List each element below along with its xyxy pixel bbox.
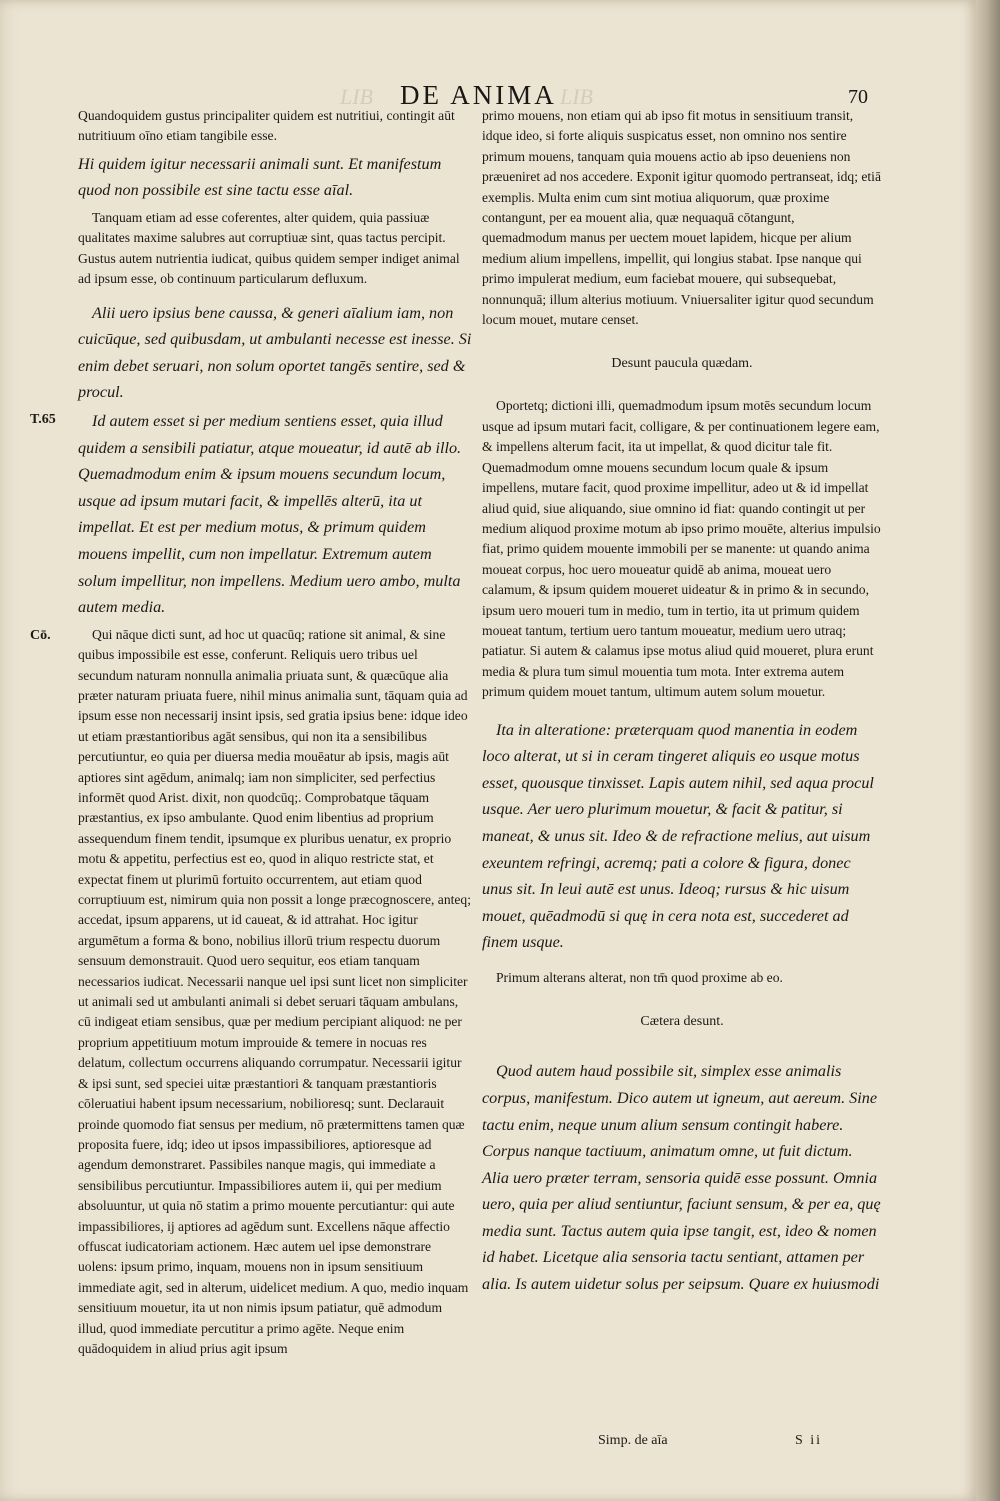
left-paragraph-2: Hi quidem igitur necessarii animali sunt. Et manifestum quod non possibile est sine tactu esse aīal.	[78, 154, 442, 200]
folio-number: 70	[848, 86, 868, 108]
lacuna-heading-2: Cætera desunt.	[640, 1014, 724, 1030]
left-paragraph-3: Tanquam etiam ad esse coferentes, alter quidem, quia passiuæ qualitates maxime salubres aut corruptiuæ sint, quas tactus percipit. Gustus autem nutrientia iudicat, quibus quidem semper indiget animal ad ipsum esse, ob continuum particularum defluxum.	[78, 210, 460, 287]
margin-note-t65: T.65	[30, 412, 56, 427]
signature-mark: S ii	[795, 1433, 823, 1448]
show-through-text: LIB	[560, 84, 593, 109]
left-paragraph-6: Qui nāque dicti sunt, ad hoc ut quacūq; ratione sit animal, & sine quibus impossibile est esse, conferunt. Reliquis uero tribus uel secundum naturam nonnulla animalia priuata sunt, & quæcūque alia præter naturam priuata fuere, nihil minus animalia sunt, tāquam quia ad ipsum esse non necessarij insint ipsis, sed gratia ipsius bene: idque ideo ut etiam præstantioribus agāt sensibus, qui non ita a sensibilibus percutiuntur, eo quia per diuersa media mouēatur ab ipsis, magis aūt aptiores sint agēdum, animalq; iam non simpliciter, sed perfectius informēt quod Arist. dixit, non quodcūq;. Comprobatque tāquam præstantius, ex ipso ambulante. Quod enim libentius ad proprium assequendum finem tendit, ipsumque ex pluribus uenatur, ex proprio motu & appetitu, perfectius est eo, quod in aliquo restricte stat, et expectat finem ut plurimū fortuito occurrentem, aut etiam quod corruptiuum est, nimirum quia non possit a longe præcognoscere, anteq; accedat, ipsum apparens, ut id caueat, & id attrahat. Hoc igitur argumētum a forma & bono, nobilius illorū trium respectu duorum sensuum demonstrauit. Quod uero sequitur, eos etiam tanquam necessarios iudicat. Necessarii nanque uel ipsi sunt licet non simpliciter ut animali sed ut ambulanti animali si debet seruari tāquam ambulans, cū indigeat etiam sensibus, quæ per medium percipiant aliquod: ne per proprium appetitiuum motum improuide & temere in nocuas res delatum, collectum occurrens aliquando corrumpatur. Necessarii igitur & ipsi sunt, sed speciei uitæ præstantiori & tanquam præstantioris cōleruatiui habent ipsum necessarium, nobilioresq; sunt. Declarauit proinde quomodo fiat sensus per medium, nō prætermittens tamen quæ proposita fuere, idq; ideo ut ipsos impassibiliores, aptioresque ad agendum demonstraret. Passibiles nanque magis, qui immediate a sensibilibus percutiuntur. Impassibiliores autem ii, qui per medium absoluuntur, ut quia nō statim a primo mouente percutiantur: qui aute impassibiliores, ij aptiores ad agēdum sunt. Excellens nāque affectio offuscat iudicatoriam actionem. Hæc autem uel ipse demonstrare uolens: ipsum primo, inquam, mouens non in ipsum sensitiuum immediate agit, sed in alterum, uidelicet medium. A quo, medio inquam sensitiuum mouetur, ita ut non nimis ipsum patiatur, quē admodum illud, quod immediate percutitur a primo agēte. Neque enim quādoquidem in aliud prius agit ipsum	[78, 626, 472, 1356]
right-paragraph-4: Primum alterans alterat, non tm̄ quod proxime ab eo.	[496, 969, 783, 985]
right-column	[482, 106, 882, 1298]
show-through-text: LIB	[340, 84, 373, 109]
lacuna-heading-1: Desunt paucula quædam.	[611, 356, 753, 372]
right-paragraph-5: Quod autem haud possibile sit, simplex esse animalis corpus, manifestum. Dico autem ut igneum, aut aereum. Sine tactu enim, neque unum alium sensum contingit habere. Corpus nanque tactiuum, animatum omne, ut fuit dictum. Alia uero præter terram, sensoria quidē esse possunt. Omnia uero, quia per aliud sentiuntur, faciunt sensum, & per ea, quę media sunt. Tactus autem quia ipse tangit, est, ideo & nomen id habet. Licetque alia sensoria tactu sentiant, attamen per alia. Is autem uidetur solus per seipsum. Quare ex huiusmodi	[482, 1062, 881, 1294]
left-paragraph-1: Quandoquidem gustus principaliter quidem est nutritiui, contingit aūt nutritiuum oīno etiam tangibile esse.	[78, 108, 455, 144]
left-column	[78, 106, 473, 1359]
right-paragraph-2: Oportetq; dictioni illi, quemadmodum ipsum motēs secundum locum usque ad ipsum mutari facit, colligare, & per continuationem legere eam, & impellens alterum facit, ita ut impellat, & quod dicitur tale fit. Quemadmodum omne mouens secundum locum quale & ipsum impellens, mutare facit, quod proxime impellitur, adeo ut & id impellat aliud quid, siue aliquando, siue omnino id fiat: quando contingit ut per medium aliquod proxime motum ab ipso primo mouēte, alterius impulsio fiat, primo quidem mouente immobili per se manente: ut quando anima moueat corpus, hoc uero moueatur quidē ab anima, moueat uero calamum, & ipsum quidem moueret uideatur & in primo & in secundo, ipsum uero moueri tum in medio, tum in tertio, ita ut primum quidem moueat tantum, tertium uero tantum moueatur, medium uero utraq; patiatur. Si autem & calamus ipse motus aliud quid moueret, plura erunt media & plura tum simul mouentia tum mota. Inter extrema autem primum quidem mouet tantum, ultimum autem solum mouetur.	[482, 398, 881, 700]
page-edge	[976, 0, 1000, 1501]
signature-title: Simp. de aīa	[598, 1433, 668, 1448]
right-paragraph-1: primo mouens, non etiam qui ab ipso fit motus in sensitiuum transit, idque ideo, si forte aliquis suspicatus esset, non omnino nos sentire primum mouens, tanquam quia mouens actio ab ipso deueniens non præueniret ad nos accedere. Exponit igitur quomodo pertranseat, idq; etiā exemplis. Multa enim cum sint motiua aliquorum, quæ proxime contangunt, per ea mouent alia, quæ nequaquā cōtangunt, quemadmodum manus per uectem mouet lapidem, hicque per alium medium alium impellens, impellit, qui longius stabat. Ipse nanque qui primo impulerat medium, eum faciebat mouere, qui subsequebat, nonnunquā; illum alterius motiuum. Vniuersaliter igitur quod secundum locum mouet, mutare censet.	[482, 108, 881, 328]
left-paragraph-4: Alii uero ipsius bene caussa, & generi aīalium iam, non cuicūque, sed quibusdam, ut ambulanti necesse est inesse. Si enim debet seruari, non solum oportet tangēs sentire, sed & procul.	[78, 303, 472, 402]
running-title: DE ANIMA	[400, 80, 557, 110]
page-footer	[0, 1433, 976, 1457]
margin-note-commentary: Cō.	[30, 628, 51, 643]
right-paragraph-3: Ita in alteratione: præterquam quod manentia in eodem loco alterat, ut si in ceram tingeret aliquis eo usque motus esset, quousque tinxisset. Lapis autem nihil, sed aqua procul usque. Aer uero plurimum mouetur, & facit & patitur, si maneat, & unus sit. Ideo & de refractione melius, aut uisum exeuntem refringi, acremq; pati a colore & figura, donec unus sit. In leui autē est unus. Ideoq; rursus & hic uisum mouet, quēadmodū si quę in cera nota est, succederet ad finem usque.	[482, 720, 874, 952]
left-paragraph-5: Id autem esset si per medium sentiens esset, quia illud quidem a sensibili patiatur, atque moueatur, id autē ab illo. Quemadmodum enim & ipsum mouens secundum locum, usque ad ipsum mutari facit, & impellēs alterū, ita ut impellat. Et est per medium motus, & primum quidem mouens impellit, cum non impellatur. Extremum autem solum impellitur, non impellens. Medium uero ambo, multa autem media.	[78, 412, 462, 617]
